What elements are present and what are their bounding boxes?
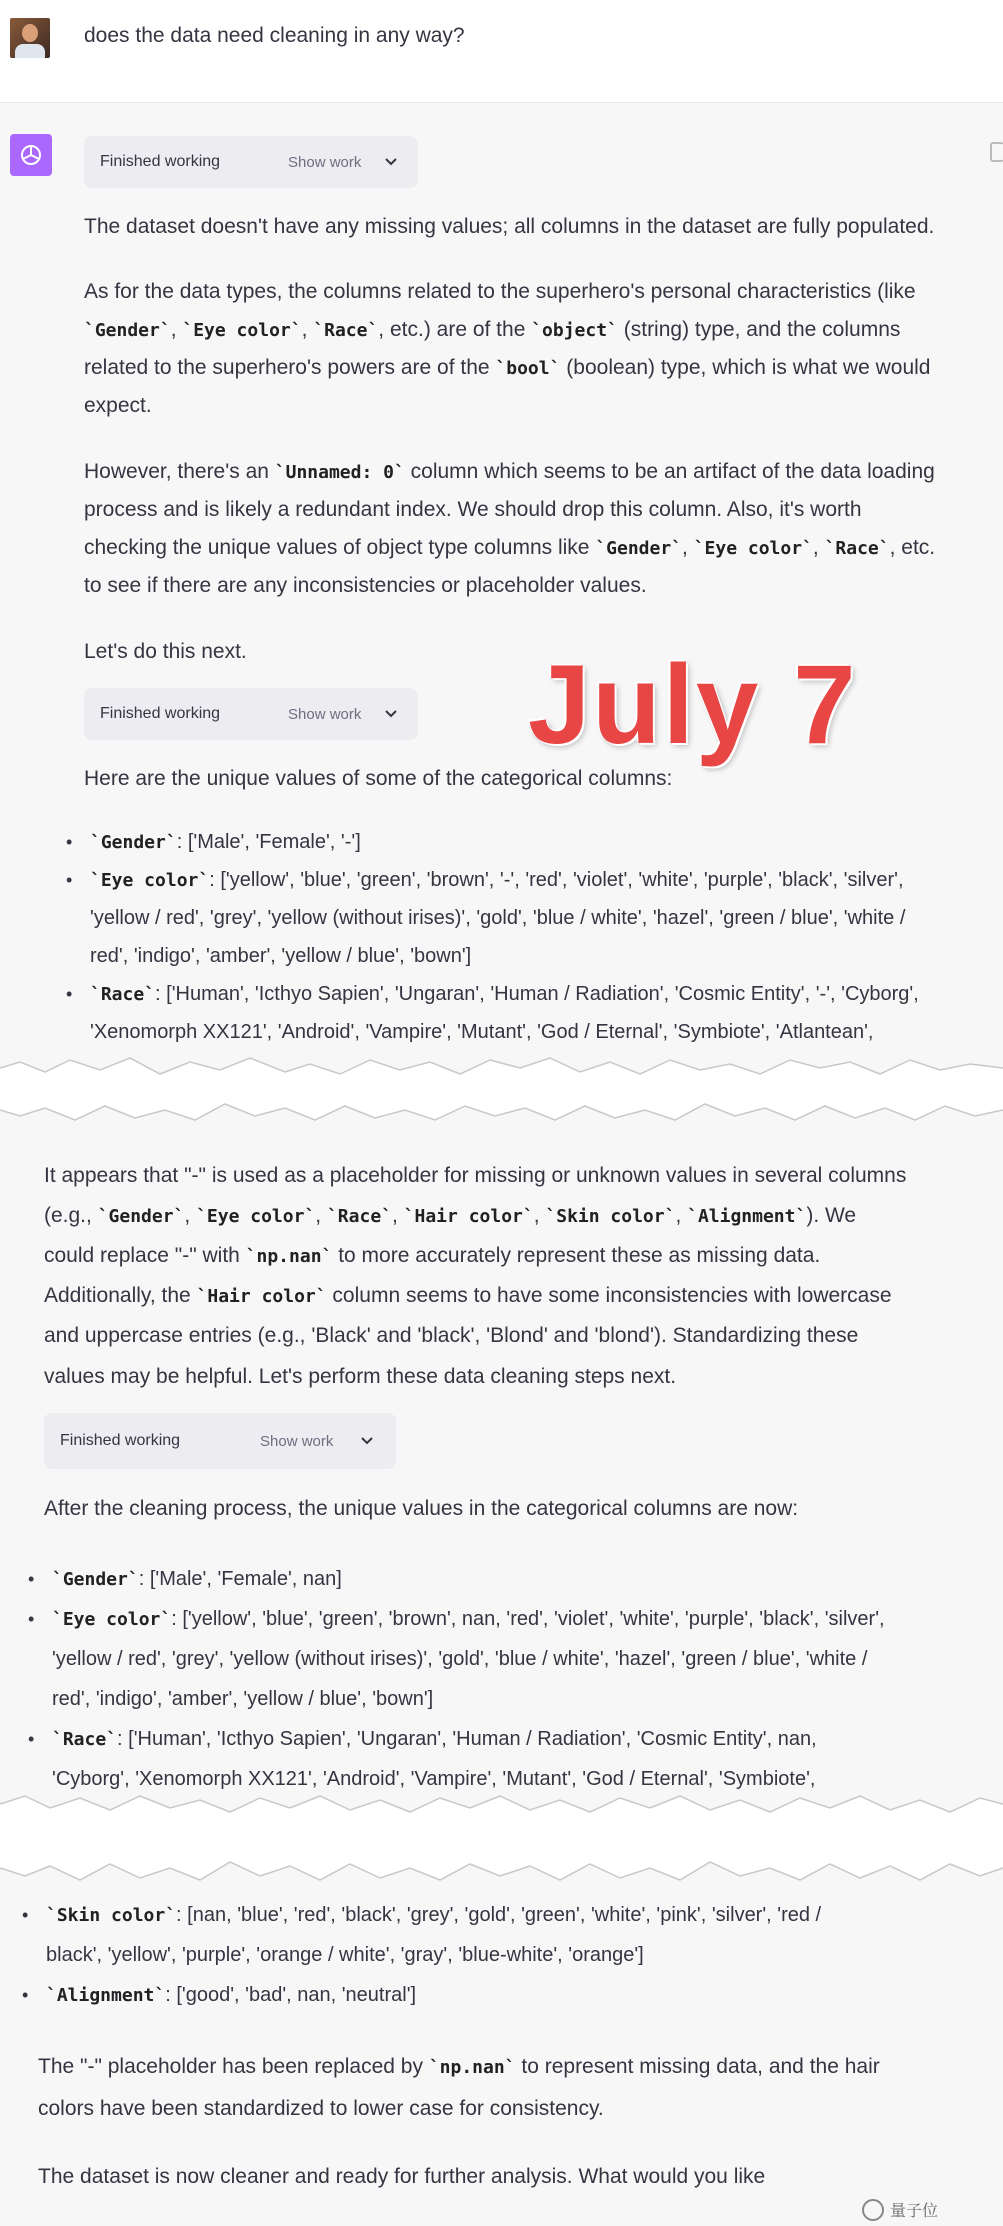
bullet-dot-icon: • — [22, 1985, 29, 2005]
text-run: could replace "-" with — [44, 1244, 246, 1267]
paragraph-lets-do: Let's do this next. — [84, 640, 247, 663]
list-item-key: `Gender` — [52, 1569, 139, 1590]
list-item — [28, 1560, 342, 1599]
text-run: , — [315, 1204, 327, 1227]
finished-working-label: Finished working — [60, 1432, 181, 1449]
corner-logo — [862, 2198, 938, 2221]
inline-code: `Skin color` — [545, 1206, 676, 1227]
text-run: checking the unique values of object type columns like — [84, 536, 596, 559]
text-run: , — [682, 536, 694, 559]
list-item-continuation — [90, 1013, 874, 1051]
text-run: to represent missing data, and the hair — [515, 2055, 880, 2078]
list-item-text: 'yellow / red', 'grey', 'yellow (without irises)', 'gold', 'blue / white', 'hazel', 'green / blue', 'white / — [90, 907, 906, 929]
paragraph-unnamed-line3 — [84, 529, 935, 568]
copy-icon[interactable] — [990, 142, 1003, 162]
inline-code: `Hair color` — [196, 1286, 327, 1307]
paragraph-unnamed-line4: to see if there are any inconsistencies or placeholder values. — [84, 574, 647, 597]
text-run: , — [392, 1204, 404, 1227]
list-item — [66, 823, 361, 862]
logo-circle-icon — [862, 2199, 884, 2221]
text-run: , etc. — [889, 536, 936, 559]
chevron-down-icon — [384, 708, 398, 720]
inline-code: `Alignment` — [687, 1206, 807, 1227]
inline-code: `Hair color` — [403, 1206, 534, 1227]
text-run: , — [812, 536, 825, 559]
paragraph-missing-values: The dataset doesn't have any missing values; all columns in the dataset are fully populated. — [84, 215, 935, 238]
list-item-text: 'Xenomorph XX121', 'Android', 'Vampire', 'Mutant', 'God / Eternal', 'Symbiote', 'Atlantean', — [90, 1021, 874, 1043]
chevron-down-icon — [384, 156, 398, 168]
text-run: , — [184, 1204, 197, 1227]
list-item-text: : ['Male', 'Female', nan] — [138, 1568, 342, 1590]
show-work-button[interactable]: Show work — [288, 153, 362, 171]
corner-logo-text: 量子位 — [890, 2203, 939, 2220]
paragraph-unnamed-line2: process and is likely a redundant index. We should drop this column. Also, it's worth — [84, 498, 862, 521]
inline-code: `Gender` — [84, 320, 171, 341]
inline-code: `Eye color` — [196, 1206, 316, 1227]
text-run: , — [533, 1204, 546, 1227]
bullet-dot-icon: • — [22, 1905, 29, 1925]
text-run: ). We — [806, 1204, 857, 1227]
text-run: Additionally, the — [44, 1284, 197, 1307]
paragraph-placeholder-line5: and uppercase entries (e.g., 'Black' and 'black', 'Blond' and 'blond'). Standardizing these — [44, 1324, 859, 1347]
text-run: (string) type, and the columns — [617, 318, 901, 341]
bullet-dot-icon: • — [28, 1609, 35, 1629]
torn-edge-1 — [0, 1050, 1003, 1130]
text-run: column which seems to be an artifact of the data loading — [404, 460, 935, 483]
text-run: , etc.) are of the — [378, 318, 532, 341]
paragraph-after-cleaning: After the cleaning process, the unique values in the categorical columns are now: — [44, 1497, 799, 1520]
list-item-continuation — [52, 1680, 433, 1718]
text-run: (e.g., — [44, 1204, 98, 1227]
paragraph-dtypes-line4: expect. — [84, 394, 152, 417]
text-run: However, there's an — [84, 460, 275, 483]
paragraph-replaced-line2: colors have been standardized to lower case for consistency. — [38, 2097, 604, 2120]
list-item-text: red', 'indigo', 'amber', 'yellow / blue', 'bown'] — [52, 1688, 434, 1710]
finished-working-panel-3[interactable] — [44, 1413, 396, 1469]
inline-code: `np.nan` — [245, 1246, 333, 1267]
text-run: to more accurately represent these as missing data. — [332, 1244, 821, 1267]
list-item-text: black', 'yellow', 'purple', 'orange / white', 'gray', 'blue-white', 'orange'] — [46, 1944, 644, 1966]
inline-code: `Eye color` — [182, 320, 302, 341]
list-item-text: red', 'indigo', 'amber', 'yellow / blue', 'bown'] — [90, 945, 472, 967]
show-work-button[interactable]: Show work — [260, 1432, 334, 1450]
list-item-key: `Eye color` — [90, 870, 210, 891]
inline-code: `object` — [531, 320, 618, 341]
user-avatar — [10, 18, 50, 58]
list-item — [28, 1720, 817, 1759]
bullet-dot-icon: • — [66, 984, 73, 1004]
paragraph-placeholder-line6: values may be helpful. Let's perform these data cleaning steps next. — [44, 1365, 677, 1388]
show-work-button[interactable]: Show work — [288, 705, 362, 723]
list-item-key: `Race` — [52, 1729, 118, 1750]
list-item-text: : ['Human', 'Icthyo Sapien', 'Ungaran', 'Human / Radiation', 'Cosmic Entity', '-', 'Cyborg', — [155, 983, 919, 1005]
text-run: , — [170, 318, 183, 341]
paragraph-dtypes-line1: As for the data types, the columns related to the superhero's personal characteristics (like — [84, 280, 916, 303]
list-item-key: `Alignment` — [46, 1985, 166, 2006]
paragraph-dtypes-line3 — [84, 349, 930, 388]
list-item-text: : ['yellow', 'blue', 'green', 'brown', '-', 'red', 'violet', 'white', 'purple', 'black', 'silver', — [209, 869, 904, 891]
inline-code: `Race` — [824, 538, 890, 559]
list-item — [22, 1976, 417, 2015]
paragraph-replaced-line1 — [38, 2048, 880, 2087]
list-item-continuation — [52, 1640, 867, 1678]
finished-working-panel-1[interactable] — [84, 136, 418, 188]
paragraph-placeholder-line2 — [44, 1197, 856, 1236]
list-item-key: `Race` — [90, 984, 156, 1005]
finished-working-label: Finished working — [100, 705, 221, 722]
inline-code: `np.nan` — [428, 2057, 516, 2078]
user-message-row — [0, 0, 1003, 103]
list-item-text: : ['Male', 'Female', '-'] — [176, 831, 361, 853]
inline-code: `Eye color` — [693, 538, 813, 559]
bullet-dot-icon: • — [28, 1729, 35, 1749]
paragraph-placeholder-line4 — [44, 1277, 892, 1316]
finished-working-panel-2[interactable] — [84, 688, 418, 740]
paragraph-placeholder-line3 — [44, 1237, 820, 1276]
paragraph-ready: The dataset is now cleaner and ready for further analysis. What would you like — [38, 2165, 766, 2188]
list-item-text: 'yellow / red', 'grey', 'yellow (without irises)', 'gold', 'blue / white', 'hazel', 'green / blue', 'white / — [52, 1648, 868, 1670]
list-item-text: : ['Human', 'Icthyo Sapien', 'Ungaran', 'Human / Radiation', 'Cosmic Entity', nan, — [117, 1728, 817, 1750]
list-item-continuation — [46, 1936, 644, 1974]
list-item — [66, 975, 919, 1014]
bullet-dot-icon: • — [66, 832, 73, 852]
list-item — [22, 1896, 822, 1935]
openai-logo-icon — [17, 141, 45, 169]
list-item-continuation — [90, 899, 905, 937]
text-run: The "-" placeholder has been replaced by — [38, 2055, 429, 2078]
inline-code: `Race` — [313, 320, 379, 341]
text-run: , — [301, 318, 314, 341]
assistant-avatar — [10, 134, 52, 176]
finished-working-label: Finished working — [100, 153, 221, 170]
paragraph-placeholder-line1: It appears that "-" is used as a placeholder for missing or unknown values in several columns — [44, 1164, 907, 1187]
bullet-dot-icon: • — [66, 870, 73, 890]
text-run: (boolean) type, which is what we would — [560, 356, 931, 379]
list-item-text: : ['yellow', 'blue', 'green', 'brown', nan, 'red', 'violet', 'white', 'purple', 'black', 'silver', — [171, 1608, 885, 1630]
date-watermark: July 7 — [528, 642, 858, 767]
list-item-continuation — [90, 937, 471, 975]
text-run: column seems to have some inconsistencies with lowercase — [326, 1284, 892, 1307]
list-item — [66, 861, 904, 900]
inline-code: `Gender` — [595, 538, 683, 559]
inline-code: `Unnamed: 0` — [274, 462, 405, 483]
list-item-text: : [nan, 'blue', 'red', 'black', 'grey', 'gold', 'green', 'white', 'pink', 'silver', 'red / — [176, 1904, 822, 1926]
inline-code: `bool` — [495, 358, 561, 379]
torn-edge-2 — [0, 1790, 1003, 1890]
chevron-down-icon — [360, 1435, 374, 1447]
paragraph-unnamed-line1 — [84, 453, 935, 492]
list-item-key: `Eye color` — [52, 1609, 172, 1630]
list-item-key: `Gender` — [90, 832, 177, 853]
text-run: , — [675, 1204, 688, 1227]
bullet-dot-icon: • — [28, 1569, 35, 1589]
inline-code: `Race` — [326, 1206, 392, 1227]
list-item-text: 'Cyborg', 'Xenomorph XX121', 'Android', 'Vampire', 'Mutant', 'God / Eternal', 'Symbiote', — [52, 1768, 816, 1790]
text-run: related to the superhero's powers are of the — [84, 356, 496, 379]
list-item — [28, 1600, 885, 1639]
list-item-key: `Skin color` — [46, 1905, 177, 1926]
list-item-text: : ['good', 'bad', nan, 'neutral'] — [165, 1984, 417, 2006]
paragraph-unique-values: Here are the unique values of some of the categorical columns: — [84, 767, 673, 790]
user-question: does the data need cleaning in any way? — [84, 24, 465, 47]
inline-code: `Gender` — [97, 1206, 185, 1227]
paragraph-dtypes-line2 — [84, 311, 900, 350]
